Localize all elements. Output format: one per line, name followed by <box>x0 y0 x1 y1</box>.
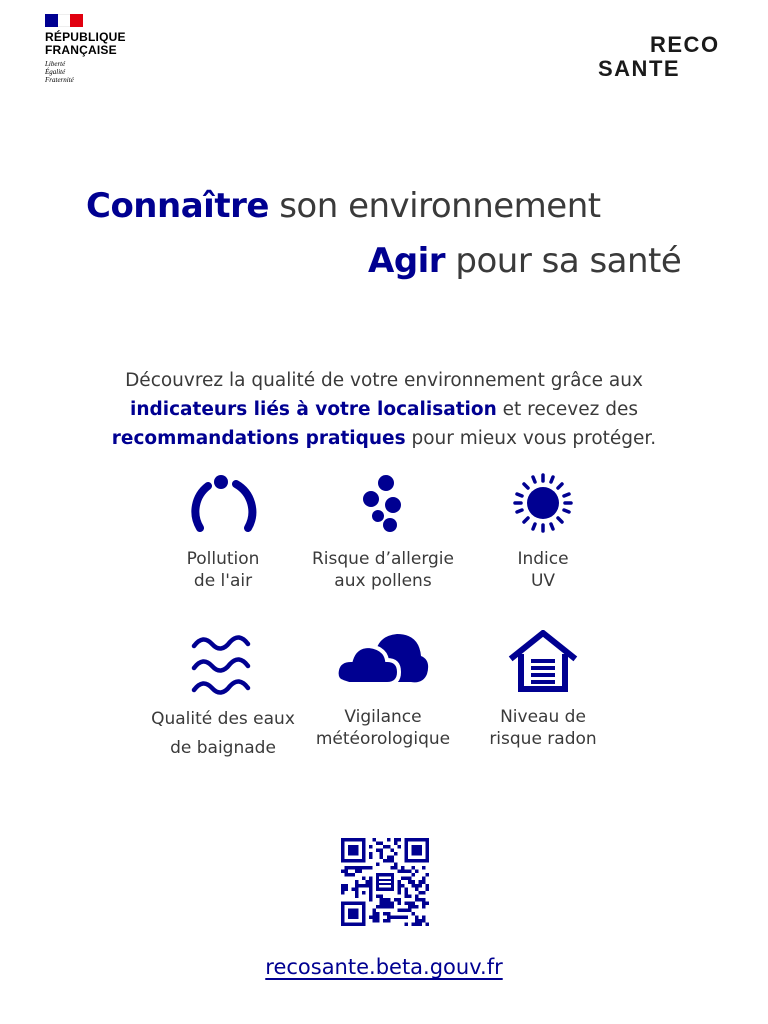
indicator-pollen <box>298 472 468 592</box>
indicator-weather-line1: Vigilance <box>344 707 422 727</box>
motto-liberte: Liberté <box>45 60 66 68</box>
indicator-air-pollution-line2: de l'air <box>193 571 253 591</box>
sun-icon <box>498 472 588 534</box>
intro-highlight-indicators: indicateurs liés à votre localisation <box>130 399 497 420</box>
indicator-radon <box>458 630 628 750</box>
indicator-bathing-water-line2: de baignade <box>170 738 276 758</box>
intro-text-2: et recevez des <box>496 399 638 420</box>
indicator-bathing-water <box>138 630 308 759</box>
headline-connaitre: Connaître <box>86 186 269 226</box>
waves-icon <box>178 630 268 696</box>
intro-text-1: Découvrez la qualité de votre environnement grâce aux <box>125 370 643 391</box>
indicator-air-pollution-line1: Pollution <box>186 549 260 569</box>
headline-agir: Agir <box>368 241 446 281</box>
motto-fraternite: Fraternité <box>45 76 74 84</box>
indicator-uv-line1: Indice <box>517 549 569 569</box>
indicator-pollen-line2: aux pollens <box>334 571 432 591</box>
cloud-icon <box>333 630 433 690</box>
indicator-radon-line1: Niveau de <box>500 707 586 727</box>
indicator-weather <box>298 630 468 750</box>
indicator-weather-line2: météorologique <box>315 729 451 749</box>
indicator-uv <box>458 472 628 592</box>
french-flag-icon <box>45 14 83 27</box>
intro-highlight-recommendations: recommandations pratiques <box>111 428 406 449</box>
recosante-logo-line2: SANTE <box>598 56 681 81</box>
recosante-logo <box>598 34 728 82</box>
francaise-label: FRANÇAISE <box>45 43 117 57</box>
headline-sante: pour sa santé <box>445 241 682 281</box>
motto-egalite: Égalité <box>45 68 66 76</box>
indicator-pollen-line1: Risque d’allergie <box>311 549 454 569</box>
indicator-air-pollution <box>138 472 308 592</box>
website-link[interactable]: recosante.beta.gouv.fr <box>265 955 503 979</box>
headline-environnement: son environnement <box>268 186 601 226</box>
indicator-bathing-water-line1: Qualité des eaux <box>151 709 295 729</box>
republique-francaise-logo <box>45 14 165 84</box>
headline-line1 <box>86 186 601 226</box>
headline-line2 <box>368 241 681 281</box>
intro-paragraph <box>84 366 684 453</box>
air-pollution-gauge-icon <box>178 472 268 534</box>
republique-label: RÉPUBLIQUE <box>45 30 126 44</box>
house-radon-icon <box>498 630 588 692</box>
indicator-uv-line2: UV <box>530 571 556 591</box>
pollen-icon <box>338 472 428 534</box>
intro-text-3: pour mieux vous protéger. <box>405 428 657 449</box>
indicator-radon-line2: risque radon <box>489 729 597 749</box>
recosante-logo-line1: RECO <box>650 32 720 57</box>
qr-code[interactable] <box>341 838 429 926</box>
